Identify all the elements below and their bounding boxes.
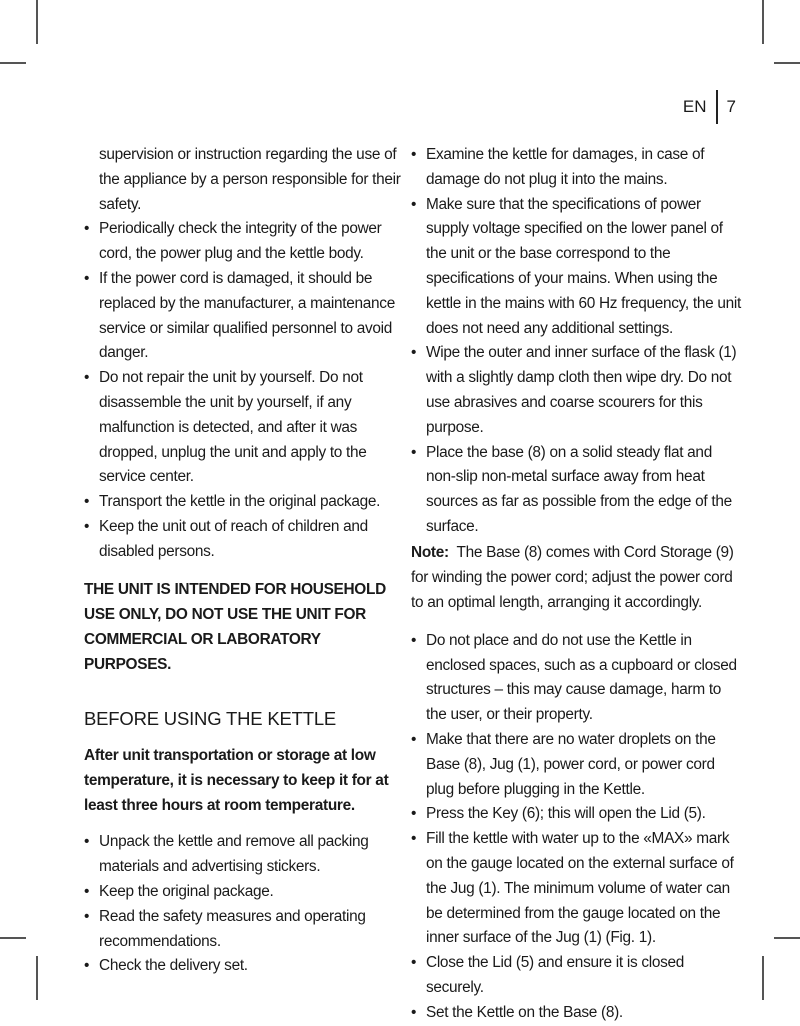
list-item: • Do not place and do not use the Kettle in enclosed spaces, such as a cupboard or closed structures – this may cause damage, harm to the user, or their property. xyxy=(411,629,741,728)
page-header xyxy=(683,90,736,124)
crop-mark-bottom-right-v xyxy=(762,956,764,1000)
list-item: • Unpack the kettle and remove all packing materials and advertising stickers. xyxy=(84,830,404,880)
list-item: • Keep the unit out of reach of children and disabled persons. xyxy=(84,515,404,565)
list-item: • Examine the kettle for damages, in case of damage do not plug it into the mains. xyxy=(411,143,741,193)
crop-mark-bottom-right-h xyxy=(774,937,800,939)
list-item: • Do not repair the unit by yourself. Do not disassemble the unit by yourself, if any malfunction is detected, and after it was dropped, unplug the unit and apply to the service center. xyxy=(84,366,404,490)
crop-mark-bottom-left-v xyxy=(36,956,38,1000)
page-number: 7 xyxy=(726,97,736,116)
safety-list xyxy=(84,217,404,564)
usage-list xyxy=(411,629,741,1026)
list-item: • Make that there are no water droplets on the Base (8), Jug (1), power cord, or power cord plug before plugging in the Kettle. xyxy=(411,728,741,802)
list-item: • Wipe the outer and inner surface of the flask (1) with a slightly damp cloth then wipe dry. Do not use abrasives and coarse scourers for this purpose. xyxy=(411,341,741,440)
right-column xyxy=(411,143,741,1026)
list-item: • Place the base (8) on a solid steady flat and non-slip non-metal surface away from heat sources as far as possible from the edge of the surface. xyxy=(411,441,741,540)
crop-mark-top-left-v xyxy=(36,0,38,44)
list-item: • Check the delivery set. xyxy=(84,954,404,979)
crop-mark-top-right-v xyxy=(762,0,764,44)
crop-mark-top-right-h xyxy=(774,62,800,64)
list-item: • Fill the kettle with water up to the «MAX» mark on the gauge located on the external surface of the Jug (1). The minimum volume of water can be determined from the gauge located on the inner surface of the Jug (1) (Fig. 1). xyxy=(411,827,741,951)
continued-text: supervision or instruction regarding the use of the appliance by a person responsible for their safety. xyxy=(99,146,401,213)
list-item: • Read the safety measures and operating recommendations. xyxy=(84,905,404,955)
crop-mark-bottom-left-h xyxy=(0,937,26,939)
list-item: • If the power cord is damaged, it should be replaced by the manufacturer, a maintenance service or similar qualified personnel to avoid danger. xyxy=(84,267,404,366)
list-item: • Transport the kettle in the original package. xyxy=(84,490,404,515)
crop-mark-top-left-h xyxy=(0,62,26,64)
note-text: The Base (8) comes with Cord Storage (9) for winding the power cord; adjust the power cord to an optimal length, arranging it accordingly. xyxy=(411,543,734,611)
section-intro: After unit transportation or storage at low temperature, it is necessary to keep it for at least three hours at room temperature. xyxy=(84,747,389,815)
household-use-warning: THE UNIT IS INTENDED FOR HOUSEHOLD USE ONLY, DO NOT USE THE UNIT FOR COMMERCIAL OR LABORATORY PURPOSES. xyxy=(84,580,386,673)
note xyxy=(411,540,741,615)
list-item: • Make sure that the specifications of power supply voltage specified on the lower panel of the unit or the base correspond to the specifications of your mains. When using the kettle in the mains with 60 Hz frequency, the unit does not need any additional settings. xyxy=(411,193,741,342)
list-item: • Keep the original package. xyxy=(84,880,404,905)
list-item: • Set the Kettle on the Base (8). xyxy=(411,1001,741,1026)
language-code: EN xyxy=(682,97,707,116)
list-item: • Press the Key (6); this will open the Lid (5). xyxy=(411,802,741,827)
left-column xyxy=(84,143,404,979)
list-item: • Close the Lid (5) and ensure it is closed securely. xyxy=(411,951,741,1001)
section-title: BEFORE USING THE KETTLE xyxy=(84,707,337,729)
note-label: Note: xyxy=(411,543,449,561)
preparation-list xyxy=(84,830,404,979)
setup-list xyxy=(411,143,741,540)
list-item: • Periodically check the integrity of the power cord, the power plug and the kettle body. xyxy=(84,217,404,267)
